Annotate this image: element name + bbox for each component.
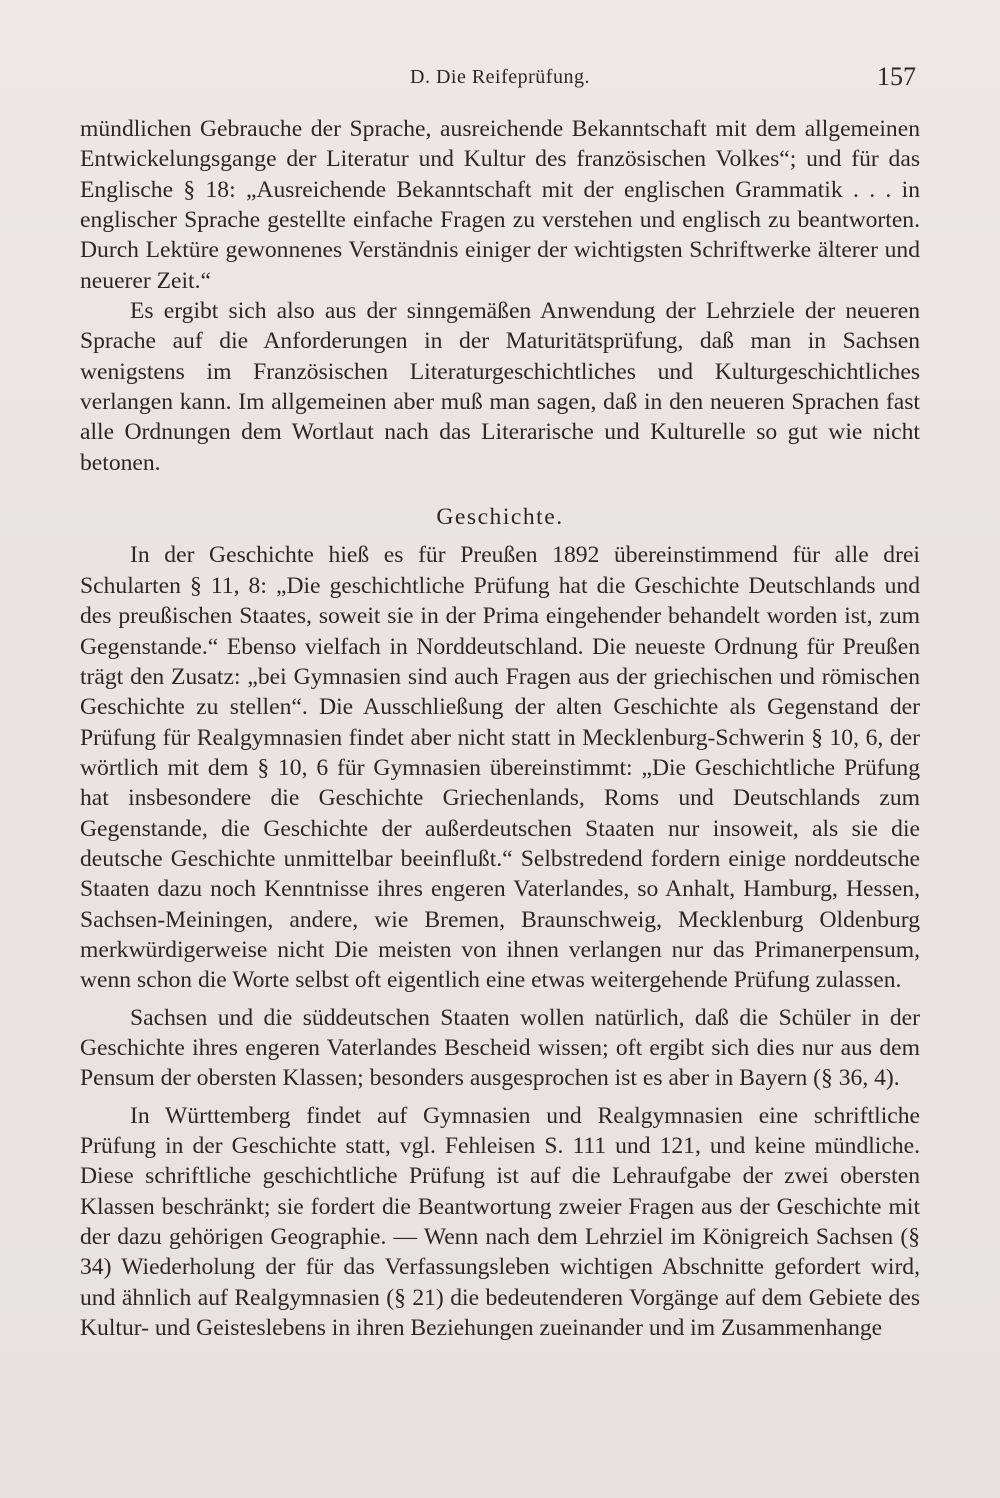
paragraph-modern-languages: Es ergibt sich also aus der sinngemäßen Anwendung der Lehrziele der neueren Sprache auf die Anforderungen in der Maturitätsprüfung, daß man in Sachsen wenigstens im Französischen Literaturgeschichtliches und Kulturgeschichtliches verlangen kann. Im allgemeinen aber muß man sagen, daß in den neueren Sprachen fast alle Ordnungen dem Wortlaut nach das Literarische und Kulturelle so gut wie nicht betonen. bbox=[80, 298, 920, 476]
page-body bbox=[80, 114, 920, 1343]
running-title: D. Die Reifeprüfung. bbox=[410, 66, 590, 88]
running-head bbox=[80, 62, 920, 96]
paragraph-history-south: Sachsen und die süddeutschen Staaten wollen natürlich, daß die Schüler in der Geschichte ihres engeren Vaterlandes Bescheid wissen; oft ergibt sich dies nur aus dem Pensum der obersten Klassen; besonders ausgesprochen ist es aber in Bayern (§ 36, 4). bbox=[80, 1004, 920, 1092]
paragraph-history-prussia: In der Geschichte hieß es für Preußen 1892 übereinstimmend für alle drei Schularten § 11, 8: „Die geschichtliche Prüfung hat die Geschichte Deutschlands und des preußischen Staates, soweit sie in der Prima eingehender behandelt worden ist, zum Gegenstande.“ Ebenso vielfach in Norddeutschland. Die neueste Ordnung für Preußen trägt den Zusatz: „bei Gymnasien sind auch Fragen aus der griechischen und römischen Geschichte zu stellen“. Die Ausschließung der alten Geschichte als Gegenstand der Prüfung für Realgymnasien findet aber nicht statt in Mecklenburg-Schwerin § 10, 6, der wörtlich mit dem § 10, 6 für Gymnasien übereinstimmt: „Die Geschichtliche Prüfung hat insbesondere die Geschichte Griechenlands, Roms und Deutschlands zum Gegenstande, die Geschichte der außerdeutschen Staaten nur insoweit, als sie die deutsche Geschichte unmittelbar beeinflußt.“ Selbstredend fordern einige norddeutsche Staaten dazu noch Kenntnisse ihres engeren Vaterlandes, so Anhalt, Hamburg, Hessen, Sachsen-Meiningen, andere, wie Bremen, Braunschweig, Mecklenburg Oldenburg merkwürdigerweise nicht Die meisten von ihnen verlangen nur das Primanerpensum, wenn schon die Worte selbst oft eigentlich eine etwas weitergehende Prüfung zulassen. bbox=[80, 542, 920, 994]
paragraph-history-wuerttemberg: In Württemberg findet auf Gymnasien und Realgymnasien eine schriftliche Prüfung in der Geschichte statt, vgl. Fehleisen S. 111 und 121, und keine mündliche. Diese schriftliche geschichtliche Prüfung ist auf die Lehraufgabe der zwei obersten Klassen beschränkt; sie fordert die Beantwortung zweier Fragen aus der Geschichte mit der dazu gehörigen Geographie. — Wenn nach dem Lehrziel im Königreich Sachsen (§ 34) Wiederholung der für das Verfassungsleben wichtigen Abschnitte gefordert wird, und ähnlich auf Realgymnasien (§ 21) die bedeutenderen Vorgänge auf dem Gebiete des Kultur- und Geisteslebens in ihren Beziehungen zueinander und im Zusammenhange bbox=[80, 1102, 920, 1342]
section-heading: Geschichte. bbox=[436, 504, 564, 531]
paragraph-continuation: mündlichen Gebrauche der Sprache, ausreichende Bekanntschaft mit dem allgemeinen Entwickelungsgange der Literatur und Kultur des französischen Volkes“; und für das Englische § 18: „Ausreichende Bekanntschaft mit der englischen Grammatik . . . in englischer Sprache gestellte einfache Fragen zu verstehen und englisch zu beantworten. Durch Lektüre gewonnenes Verständnis einiger der wichtigsten Schriftwerke älterer und neuerer Zeit.“ bbox=[80, 116, 920, 294]
page-number: 157 bbox=[877, 62, 916, 91]
